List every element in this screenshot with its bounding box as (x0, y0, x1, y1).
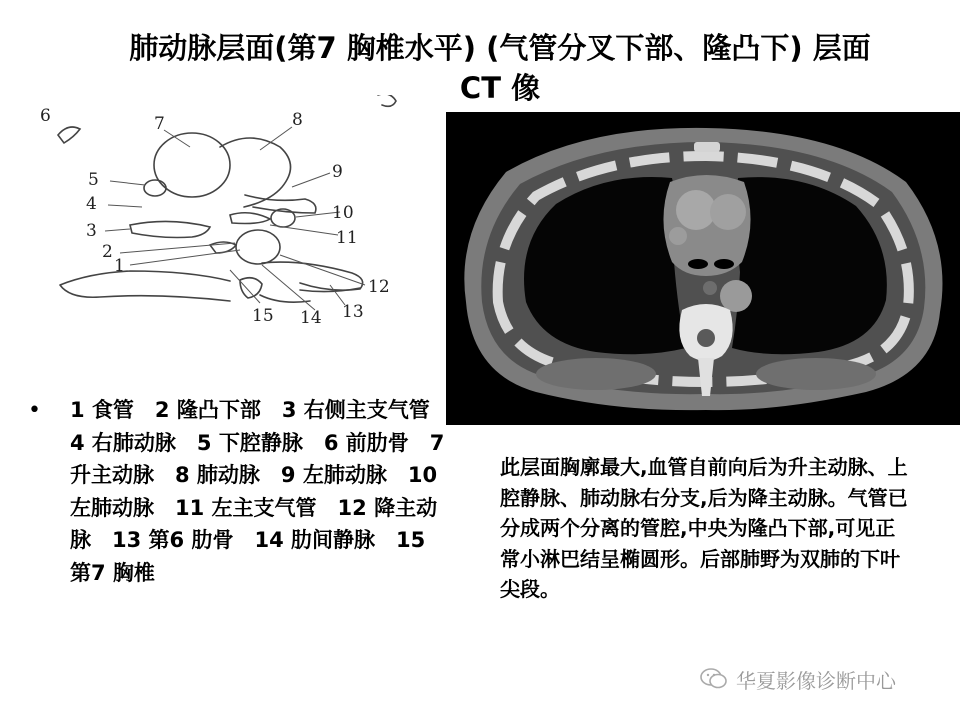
sketch-label-3: 3 (86, 221, 97, 241)
sketch-intercostal-vein (260, 295, 310, 302)
sketch-label-9: 9 (332, 162, 343, 182)
ct-scan-image (446, 112, 960, 425)
sketch-label-11: 11 (336, 228, 358, 248)
ct-left-bronchus (714, 259, 734, 269)
ct-sternum (694, 142, 720, 152)
sketch-body-outline (60, 271, 230, 301)
sketch-label-10: 10 (332, 203, 354, 223)
ct-descending-aorta (720, 280, 752, 312)
ct-back-muscle-left (756, 358, 876, 390)
description-text: 此层面胸廓最大,血管自前向后为升主动脉、上腔静脉、肺动脉右分支,后为降主动脉。气管已分成两个分离的管腔,中央为隆凸下部,可见正常小淋巴结呈椭圆形。后部肺野为双肺的下叶尖段。 (500, 455, 908, 601)
sketch-label-6: 6 (40, 106, 51, 126)
sketch-label-1: 1 (114, 256, 125, 276)
ct-ascending-aorta (676, 190, 716, 230)
legend-bullet: • (28, 398, 41, 423)
sketch-rib-6 (58, 127, 80, 143)
wechat-icon (700, 667, 728, 691)
title-line-2: CT 像 (459, 71, 541, 105)
watermark (700, 664, 896, 694)
ct-back-muscle-right (536, 358, 656, 390)
sketch-left-bronchus (230, 213, 270, 224)
sketch-label-14: 14 (300, 308, 322, 328)
ct-svc (669, 227, 687, 245)
sketch-svc (144, 180, 166, 196)
anatomy-sketch (30, 95, 420, 335)
ct-esophagus (703, 281, 717, 295)
sketch-label-4: 4 (86, 194, 97, 214)
sketch-right-bronchus (130, 221, 210, 237)
sketch-label-7: 7 (154, 114, 165, 134)
ct-right-bronchus (688, 259, 708, 269)
legend-text: 1 食管 2 隆凸下部 3 右侧主支气管 4 右肺动脉 5 下腔静脉 6 前肋骨 7 升主动脉 8 肺动脉 9 左肺动脉 10 左肺动脉 11 左主支气管 12 降主动脉 13 第6 肋骨 14 肋间静脉 15 第7 胸椎 (70, 398, 451, 585)
sketch-label-8: 8 (292, 110, 303, 130)
sketch-label-13: 13 (342, 302, 364, 322)
sketch-label-2: 2 (102, 242, 113, 262)
sketch-label-5: 5 (88, 170, 99, 190)
title-line-1: 肺动脉层面(第7 胸椎水平) (气管分叉下部、隆凸下) 层面 (129, 31, 871, 65)
sketch-top-right-mark (378, 95, 396, 106)
ct-spinal-canal (697, 329, 715, 347)
sketch-carina (236, 230, 280, 264)
sketch-label-12: 12 (368, 277, 390, 297)
sketch-label-15: 15 (252, 306, 274, 326)
ct-pulmonary-artery (710, 194, 746, 230)
sketch-spine (240, 278, 262, 298)
watermark-text: 华夏影像诊断中心 (736, 668, 896, 693)
